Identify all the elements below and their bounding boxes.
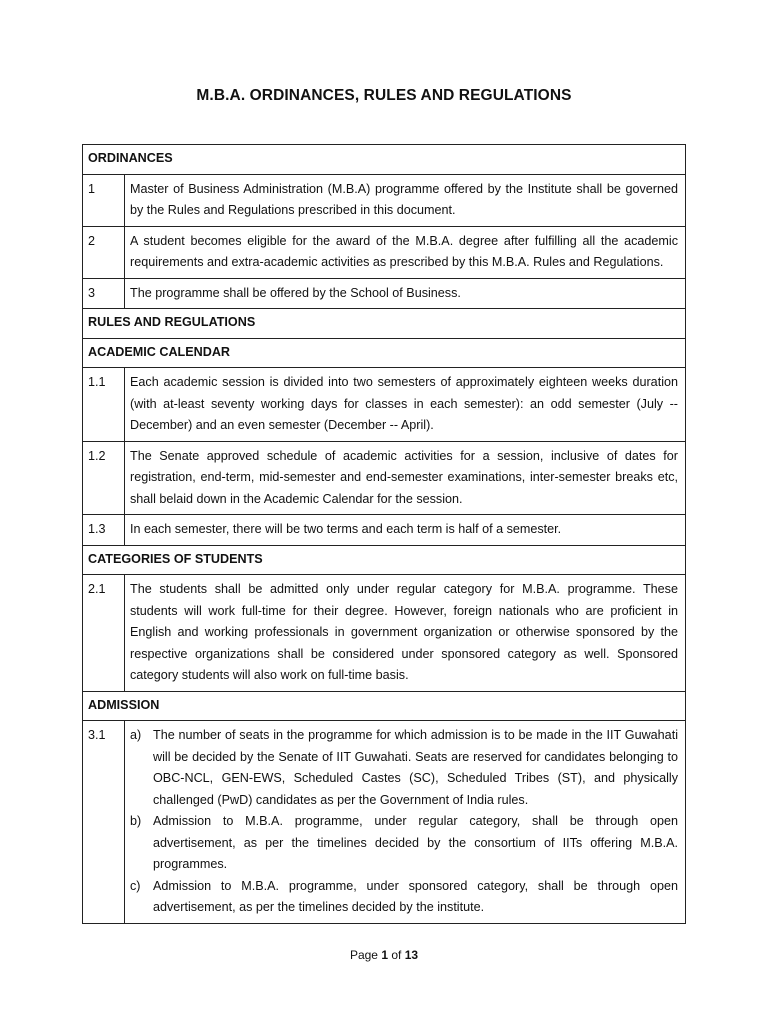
section-row bbox=[83, 545, 686, 575]
table-row bbox=[83, 278, 686, 309]
clause-text: Each academic session is divided into two semesters of approximately eighteen weeks duration (with at-least seventy working days for classes in each semester): an odd semester (July -- December) and an even semester (December -- April). bbox=[125, 368, 686, 442]
table-row bbox=[83, 174, 686, 226]
clause-number: 1 bbox=[83, 174, 125, 226]
table-row bbox=[83, 368, 686, 442]
clause-text: The Senate approved schedule of academic activities for a session, inclusive of dates for registration, end-term, mid-semester and end-semester examinations, inter-semester breaks etc, shall belaid down in the Academic Calendar for the session. bbox=[125, 441, 686, 515]
footer-total-pages: 13 bbox=[404, 948, 419, 962]
list-item-label: a) bbox=[130, 728, 142, 742]
section-heading-ordinances: ORDINANCES bbox=[83, 145, 686, 175]
section-heading-admission: ADMISSION bbox=[83, 691, 686, 721]
section-row bbox=[83, 691, 686, 721]
footer-current-page: 1 bbox=[381, 948, 388, 962]
page-footer bbox=[0, 948, 768, 962]
footer-of: of bbox=[391, 948, 402, 962]
clause-number: 3.1 bbox=[83, 721, 125, 924]
list-item-text: Admission to M.B.A. programme, under regular category, shall be through open advertisement, as per the timelines decided by the consortium of IITs offering M.B.A. programmes. bbox=[153, 814, 678, 871]
clause-number: 1.2 bbox=[83, 441, 125, 515]
list-item bbox=[130, 811, 678, 876]
section-row bbox=[83, 309, 686, 339]
list-item-label: c) bbox=[130, 878, 141, 893]
section-heading-categories: CATEGORIES OF STUDENTS bbox=[83, 545, 686, 575]
table-row bbox=[83, 575, 686, 692]
list-item-label: b) bbox=[130, 814, 142, 828]
page-title: M.B.A. ORDINANCES, RULES AND REGULATIONS bbox=[196, 87, 572, 104]
clause-text: The students shall be admitted only under regular category for M.B.A. programme. These students will work full-time for their degree. However, foreign nationals who are proficient in English and working professionals in government organization or otherwise sponsored by the respective organizations shall be considered under sponsored category as well. Sponsored category students will also work on full-time basis. bbox=[125, 575, 686, 692]
list-item-text: Admission to M.B.A. programme, under sponsored category, shall be through open advertisement, as per the timelines decided by the institute. bbox=[153, 878, 678, 914]
footer-prefix: Page bbox=[349, 948, 378, 962]
clause-text: In each semester, there will be two terms and each term is half of a semester. bbox=[125, 515, 686, 546]
section-row bbox=[83, 145, 686, 175]
table-row bbox=[83, 441, 686, 515]
list-item-text: The number of seats in the programme for which admission is to be made in the IIT Guwahati will be decided by the Senate of IIT Guwahati. Seats are reserved for candidates belonging to OBC-NCL, GEN-EWS, Scheduled Castes (SC), Scheduled Tribes (ST), and physically challenged (PwD) candidates as per the Government of India rules. bbox=[153, 728, 678, 807]
clause-text: A student becomes eligible for the award of the M.B.A. degree after fulfilling all the academic requirements and extra-academic activities as prescribed by this M.B.A. Rules and Regulations. bbox=[125, 226, 686, 278]
clause-text bbox=[125, 721, 686, 924]
clause-number: 1.3 bbox=[83, 515, 125, 546]
list-item bbox=[130, 725, 678, 811]
clause-number: 1.1 bbox=[83, 368, 125, 442]
section-heading-calendar: ACADEMIC CALENDAR bbox=[83, 338, 686, 368]
table-row bbox=[83, 721, 686, 924]
regulations-table bbox=[82, 144, 686, 924]
clause-number: 2 bbox=[83, 226, 125, 278]
list-item bbox=[130, 876, 678, 919]
section-row bbox=[83, 338, 686, 368]
admission-list bbox=[130, 725, 678, 919]
clause-text: The programme shall be offered by the School of Business. bbox=[125, 278, 686, 309]
section-heading-rules: RULES AND REGULATIONS bbox=[83, 309, 686, 339]
clause-number: 3 bbox=[83, 278, 125, 309]
table-row bbox=[83, 515, 686, 546]
clause-text: Master of Business Administration (M.B.A) programme offered by the Institute shall be governed by the Rules and Regulations prescribed in this document. bbox=[125, 174, 686, 226]
clause-number: 2.1 bbox=[83, 575, 125, 692]
table-row bbox=[83, 226, 686, 278]
